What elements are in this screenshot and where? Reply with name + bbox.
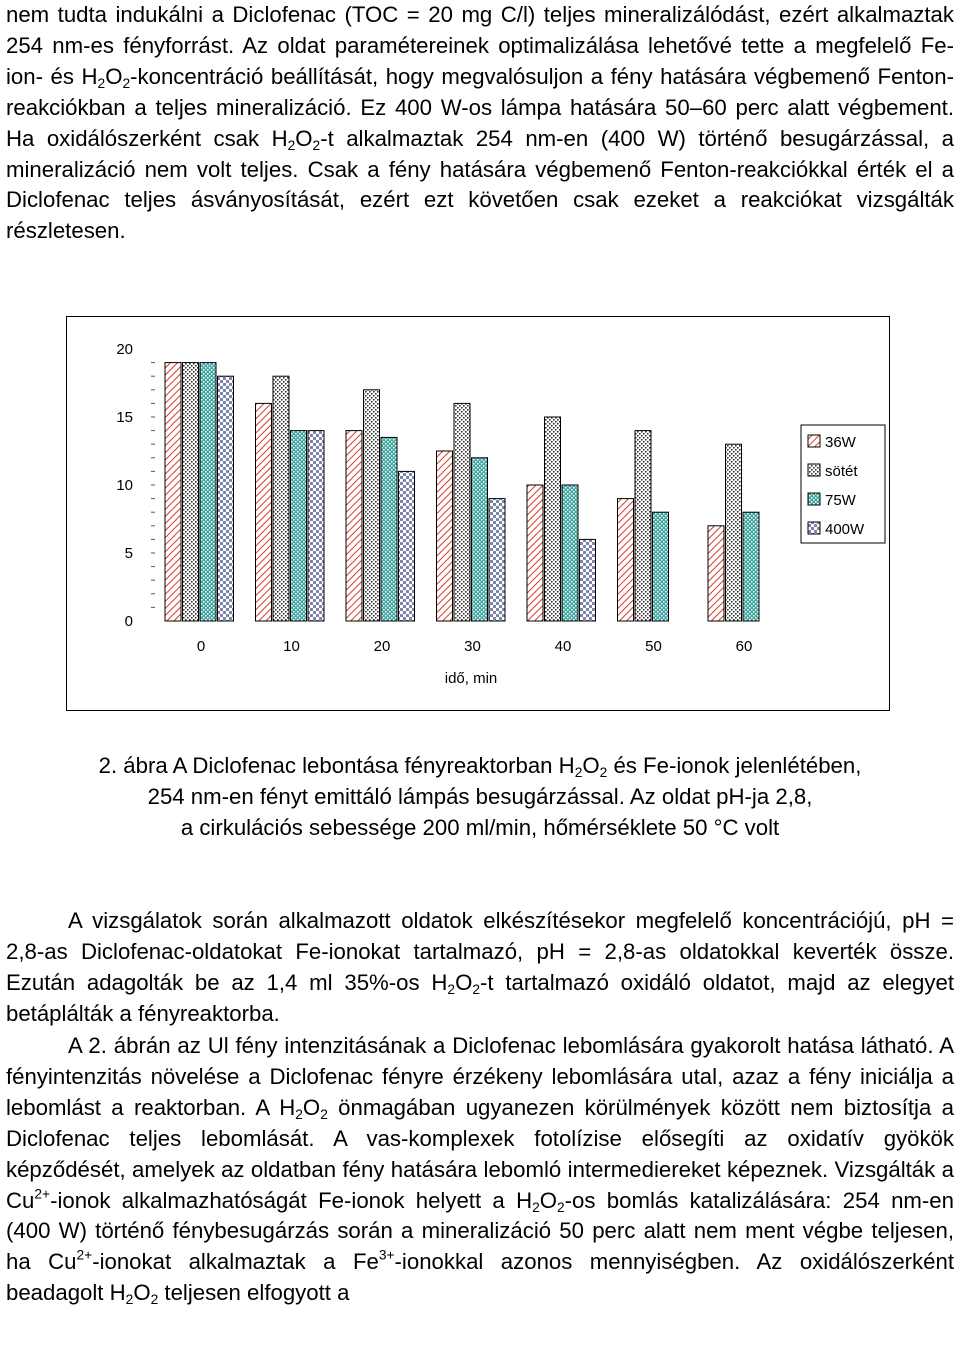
bar-sötét-10 bbox=[273, 376, 289, 621]
x-axis-ticks bbox=[197, 638, 753, 655]
x-axis-label: idő, min bbox=[444, 670, 498, 687]
bar-36W-40 bbox=[527, 485, 543, 621]
legend-swatch-sötét bbox=[808, 464, 820, 476]
bar-sötét-20 bbox=[364, 390, 380, 621]
legend-swatch-75W bbox=[808, 493, 820, 505]
bar-sötét-40 bbox=[545, 417, 561, 621]
bar-75W-60 bbox=[743, 512, 759, 621]
x-tick-label: 10 bbox=[283, 638, 300, 655]
y-tick-label: 20 bbox=[116, 341, 133, 358]
bar-400W-30 bbox=[489, 499, 505, 621]
bar-400W-0 bbox=[218, 376, 234, 621]
x-tick-label: 0 bbox=[196, 638, 206, 655]
toc-bar-chart bbox=[67, 317, 889, 710]
legend-label: 36W bbox=[825, 434, 856, 451]
bar-400W-40 bbox=[580, 539, 596, 621]
bar-36W-0 bbox=[165, 363, 181, 621]
bar-36W-60 bbox=[708, 526, 724, 621]
bar-36W-50 bbox=[618, 499, 634, 621]
bar-sötét-60 bbox=[726, 444, 742, 621]
legend-label: 400W bbox=[825, 521, 865, 538]
bar-400W-20 bbox=[399, 471, 415, 621]
x-tick-label: 50 bbox=[645, 638, 662, 655]
figure-caption: 2. ábra A Diclofenac lebontása fényreaktorban $H_2O_2$ és Fe-ionok jelenlétében, 254 nm-en fényt emittáló lámpás besugárzással. Az oldat pH-ja 2,8, a cirkulációs sebessége 200 ml/min, hőmérséklete 50 °C volt bbox=[98, 753, 862, 840]
bar-400W-10 bbox=[308, 431, 324, 621]
x-tick-label: 40 bbox=[554, 638, 572, 655]
bar-75W-50 bbox=[653, 512, 669, 621]
bar-36W-20 bbox=[346, 431, 362, 621]
legend-swatch-400W bbox=[808, 522, 820, 534]
legend-label: sötét bbox=[825, 463, 858, 480]
y-tick-label: 5 bbox=[124, 545, 133, 562]
y-tick-label: 15 bbox=[116, 409, 133, 426]
y-axis-ticks bbox=[116, 341, 155, 630]
x-tick-label: 20 bbox=[373, 638, 391, 655]
bar-36W-30 bbox=[437, 451, 453, 621]
bar-75W-30 bbox=[472, 458, 488, 621]
legend-swatch-36W bbox=[808, 435, 820, 447]
bar-sötét-30 bbox=[454, 403, 470, 621]
y-tick-label: 0 bbox=[124, 613, 133, 630]
y-tick-label: 10 bbox=[116, 477, 133, 494]
bars bbox=[165, 363, 759, 621]
x-tick-label: 30 bbox=[464, 638, 481, 655]
legend bbox=[801, 425, 885, 543]
bar-75W-10 bbox=[291, 431, 307, 621]
bar-sötét-0 bbox=[183, 363, 199, 621]
bar-36W-10 bbox=[256, 403, 272, 621]
legend-label: 75W bbox=[825, 492, 856, 509]
bar-sötét-50 bbox=[635, 431, 651, 621]
bar-75W-40 bbox=[562, 485, 578, 621]
paragraph-results: A 2. ábrán az Ul fény intenzitásának a Diclofenac lebomlására gyakorolt hatása látható. A fényintenzitás növelése a Diclofenac fényre érzékeny lebomlására utal, azaz a fény iniciálja a lebomlást a reaktorban. A $H_2O_2$ önmagában ugyanezen körülmények között nem biztosítja a Diclofenac teljes lebomlását. A vas-komplexek fotolízise elősegíti az oxidatív gyökök képződését, amelyek az oldatban fény hatására lebomló intermediereket képeznek. Vizsgálták a $Cu^{2+}$-ionok alkalmazhatóságát Fe-ionok helyett a $H_2O_2-os$ bomlás katalizálására: 254 nm-en (400 W) történő fénybesugárzás során a mineralizáció 50 perc alatt nem ment végbe teljesen, ha $Cu^{2+}$-ionokat alkalmaztak a $Fe^{3+}$-ionokkal azonos mennyiségben. Az oxidálószerként beadagolt $H_2O_2$ teljesen elfogyott a bbox=[6, 1033, 954, 1308]
paragraph-methods: A vizsgálatok során alkalmazott oldatok elkészítésekor megfelelő koncentrációjú, pH = 2,8-as Diclofenac-oldatokat Fe-ionokat tartalmazó, pH = 2,8-as oldatokkal keverték össze. Ezután adagolták be az 1,4 ml 35%-os $H_2O_2-t$ tartalmazó oxidáló oldatot, majd az elegyet betáplálták a fényreaktorba. bbox=[6, 908, 954, 1026]
x-tick-label: 60 bbox=[735, 638, 753, 655]
chart-frame bbox=[66, 316, 890, 711]
bar-75W-0 bbox=[200, 363, 216, 621]
bar-75W-20 bbox=[381, 437, 397, 621]
paragraph-intro: nem tudta indukálni a Diclofenac (TOC = 20 mg C/l) teljes mineralizálódást, ezért alkalmaztak 254 nm-es fényforrást. Az oldat paramétereinek optimalizálása lehetővé tette a megfelelő Fe-ion- és $H_2O_2$-koncentráció beállítását, hogy megvalósuljon a fény hatására végbemenő Fenton-reakciókban a teljes mineralizáció. Ez 400 W-os lámpa hatására 50–60 perc alatt végbement. Ha oxidálószerként csak $H_2O_2-t$ alkalmaztak 254 nm-en (400 W) történő besugárzással, a mineralizáció nem volt teljes. Csak a fény hatására végbemenő Fenton-reakciókkal érték el a Diclofenac teljes ásványosítását, ezért ezt követően csak ezeket a reakciókat vizsgálták részletesen. bbox=[6, 2, 954, 244]
